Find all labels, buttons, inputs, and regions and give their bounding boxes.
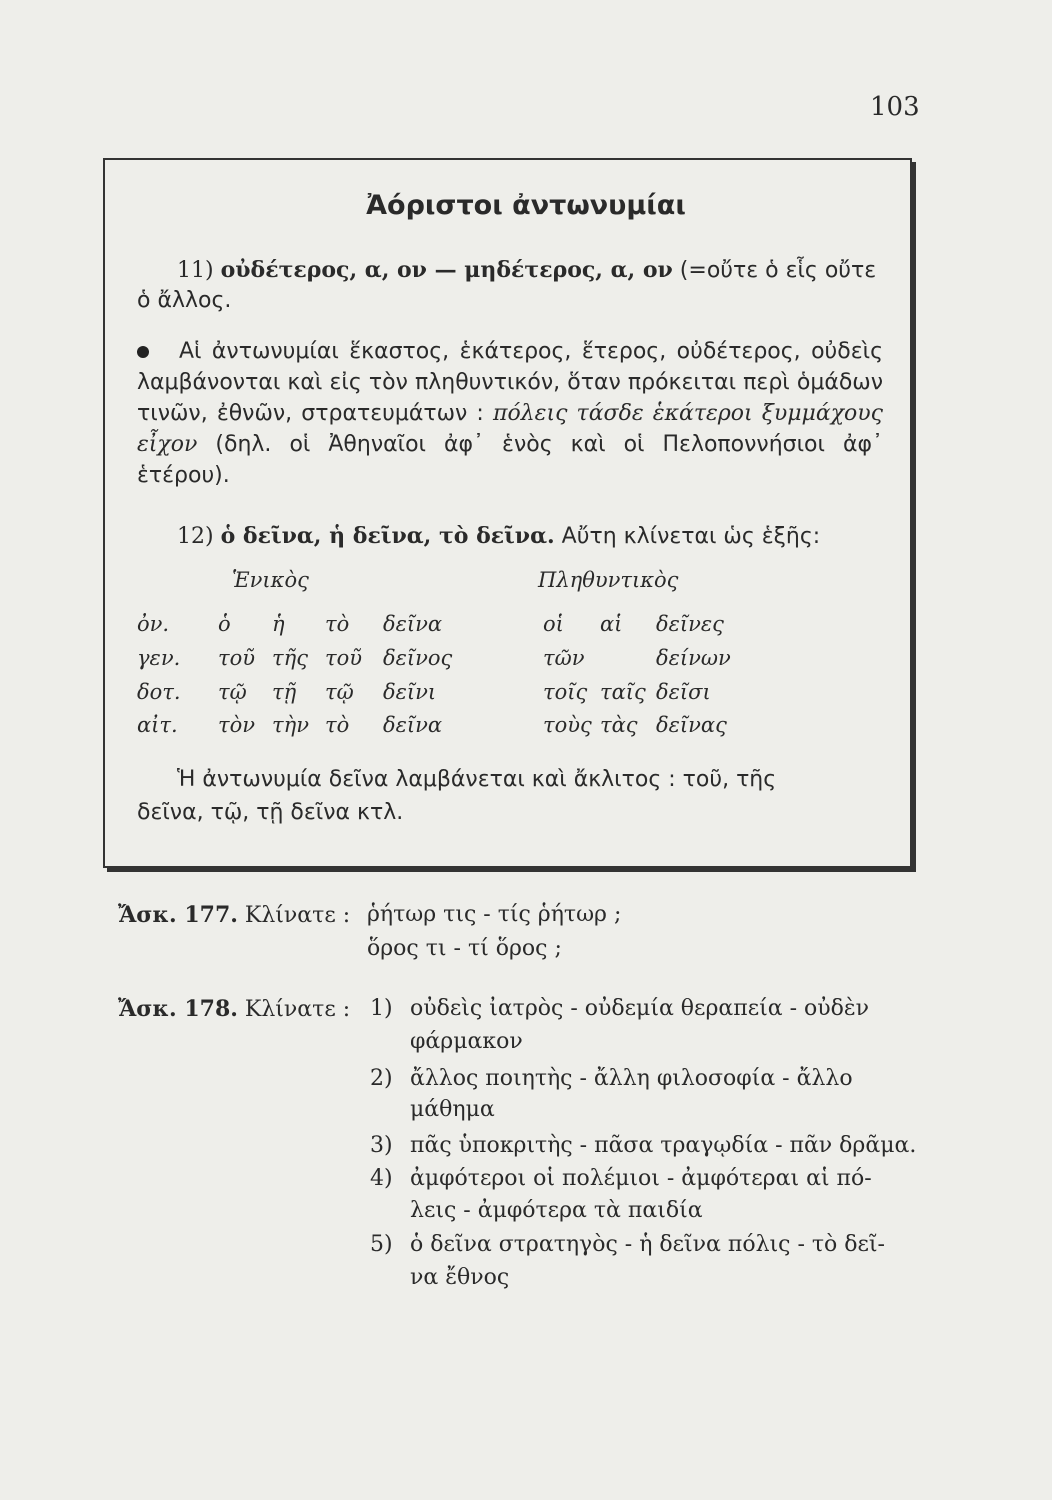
case-label: γεν.: [137, 646, 181, 670]
table-cell: αἱ: [600, 612, 623, 636]
table-cell: δεῖνος: [383, 646, 453, 670]
exercise-line: ὅρος τι - τί ὅρος ;: [367, 936, 562, 961]
closing-line-1: Ἡ ἀντωνυμία δεῖνα λαμβάνεται καὶ ἄκλιτος : τοῦ, τῆς: [177, 767, 777, 792]
header-plural: Πληθυντικὸς: [538, 568, 679, 592]
table-cell: τῆς: [272, 646, 308, 670]
exercise-item-number: 3): [370, 1133, 393, 1158]
table-cell: τοῖς: [543, 680, 588, 704]
exercise-line: να ἔθνος: [410, 1265, 510, 1290]
exercise-item-number: 4): [370, 1166, 393, 1191]
exercise-177-label: [118, 902, 350, 928]
table-cell: τοῦ: [325, 646, 363, 670]
item-11-number: 11): [177, 258, 214, 283]
table-cell: τῷ: [218, 680, 247, 704]
item-11-gloss-cont: ὁ ἄλλος.: [137, 288, 232, 313]
table-cell: ὁ: [218, 612, 231, 636]
note-example: πόλεις τάσδε ἑκάτεροι ξυμμάχους εἶχον: [137, 401, 883, 457]
exercise-item-number: 5): [370, 1232, 393, 1257]
case-label: αἰτ.: [137, 713, 178, 737]
exercise-178-label: [118, 996, 350, 1022]
case-label: ὀν.: [137, 612, 170, 636]
table-cell: τὰς: [600, 713, 638, 737]
item-12-forms: ὁ δεῖνα, ἡ δεῖνα, τὸ δεῖνα.: [220, 523, 555, 549]
exercise-item-number: 1): [370, 996, 393, 1021]
note-text-2: (δηλ. οἱ Ἀθηναῖοι ἀφ᾽ ἑνὸς καὶ οἱ Πελοποννήσιοι ἀφ᾽ ἑτέρου).: [137, 432, 883, 488]
exercise-line: φάρμακον: [410, 1029, 523, 1054]
table-cell: δεῖνας: [656, 713, 727, 737]
table-cell: δείνων: [656, 646, 731, 670]
item-12-rest: Αὔτη κλίνεται ὡς ἑξῆς:: [561, 524, 821, 549]
note-text-1: Αἱ ἀντωνυμίαι ἕκαστος, ἑκάτερος, ἕτερος, οὐδέτερος, οὐδεὶς λαμβάνονται καὶ εἰς τὸν πληθυντικόν, ὅταν πρόκειται περὶ ὁμάδων τινῶν, ἐθνῶν, στρατευμάτων :: [137, 339, 883, 426]
exercise-line: ὁ δεῖνα στρατηγὸς - ἡ δεῖνα πόλις - τὸ δεῖ-: [410, 1232, 885, 1257]
exercise-line: λεις - ἀμφότερα τὰ παιδία: [410, 1198, 703, 1223]
table-cell: τῷ: [325, 680, 354, 704]
item-11-line: [177, 257, 876, 283]
table-cell: τῶν: [543, 646, 585, 670]
exercise-line: ἀμφότεροι οἱ πολέμιοι - ἀμφότεραι αἱ πό-: [410, 1166, 872, 1191]
table-cell: δεῖνες: [656, 612, 724, 636]
exercise-instruction: Κλίνατε :: [244, 997, 351, 1022]
table-cell: τῇ: [272, 680, 297, 704]
table-cell: δεῖνι: [383, 680, 437, 704]
exercise-line: πᾶς ὑποκριτὴς - πᾶσα τραγῳδία - πᾶν δρᾶμα.: [410, 1133, 917, 1158]
table-cell: δεῖσι: [656, 680, 711, 704]
table-cell: ταῖς: [600, 680, 646, 704]
page-number: 103: [870, 92, 920, 122]
exercise-instruction: Κλίνατε :: [244, 903, 351, 928]
header-singular: Ἑνικὸς: [232, 568, 309, 592]
note-paragraph: [137, 336, 883, 491]
exercise-label: Ἄσκ. 178.: [118, 996, 238, 1022]
exercise-label: Ἄσκ. 177.: [118, 902, 238, 928]
table-cell: τὸν: [218, 713, 256, 737]
item-11-forms: οὐδέτερος, α, ον — μηδέτερος, α, ον: [220, 257, 673, 283]
table-cell: τὴν: [272, 713, 309, 737]
table-cell: τὸ: [325, 612, 350, 636]
item-12-number: 12): [177, 524, 214, 549]
closing-line-2: δεῖνα, τῷ, τῇ δεῖνα κτλ.: [137, 800, 404, 825]
exercise-line: μάθημα: [410, 1097, 495, 1122]
case-label: δοτ.: [137, 680, 181, 704]
table-cell: δεῖνα: [383, 713, 443, 737]
bullet-icon: [137, 346, 149, 358]
table-cell: τοῦ: [218, 646, 256, 670]
box-title: Ἀόριστοι ἀντωνυμίαι: [366, 190, 686, 221]
table-cell: τοὺς: [543, 713, 592, 737]
exercise-item-number: 2): [370, 1066, 393, 1091]
exercise-line: οὐδεὶς ἰατρὸς - οὐδεμία θεραπεία - οὐδὲν: [410, 996, 870, 1021]
item-12-line: [177, 523, 820, 549]
table-cell: οἱ: [543, 612, 564, 636]
table-cell: τὸ: [325, 713, 350, 737]
exercise-line: ἄλλος ποιητὴς - ἄλλη φιλοσοφία - ἄλλο: [410, 1066, 853, 1091]
table-cell: δεῖνα: [383, 612, 443, 636]
table-cell: ἡ: [272, 612, 285, 636]
exercise-line: ῥήτωρ τις - τίς ῥήτωρ ;: [367, 902, 622, 927]
item-11-gloss: (=οὔτε ὁ εἷς οὔτε: [679, 258, 877, 283]
